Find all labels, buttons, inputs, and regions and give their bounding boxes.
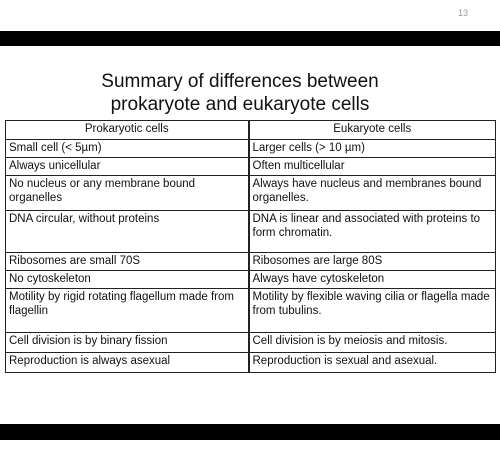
table-row bbox=[6, 176, 496, 211]
table-row bbox=[6, 140, 496, 158]
prokaryote-cell: DNA circular, without proteins bbox=[6, 211, 249, 253]
eukaryote-cell: Larger cells (> 10 µm) bbox=[249, 140, 496, 158]
header-prokaryotic: Prokaryotic cells bbox=[6, 121, 249, 140]
table-row bbox=[6, 253, 496, 271]
table-row bbox=[6, 271, 496, 289]
prokaryote-cell: Cell division is by binary fission bbox=[6, 333, 249, 353]
eukaryote-cell: Motility by flexible waving cilia or flagella made from tubulins. bbox=[249, 289, 496, 333]
table-header-row bbox=[6, 121, 496, 140]
table-row bbox=[6, 353, 496, 373]
table-row bbox=[6, 211, 496, 253]
eukaryote-cell: Cell division is by meiosis and mitosis. bbox=[249, 333, 496, 353]
eukaryote-cell: Ribosomes are large 80S bbox=[249, 253, 496, 271]
prokaryote-cell: Ribosomes are small 70S bbox=[6, 253, 249, 271]
eukaryote-cell: DNA is linear and associated with proteins to form chromatin. bbox=[249, 211, 496, 253]
bottom-black-band bbox=[0, 424, 500, 440]
table-row bbox=[6, 289, 496, 333]
top-black-band bbox=[0, 31, 500, 46]
prokaryote-cell: Motility by rigid rotating flagellum made from flagellin bbox=[6, 289, 249, 333]
prokaryote-cell: No cytoskeleton bbox=[6, 271, 249, 289]
table-row bbox=[6, 158, 496, 176]
prokaryote-cell: No nucleus or any membrane bound organelles bbox=[6, 176, 249, 211]
slide-title-line-2: prokaryote and eukaryote cells bbox=[110, 94, 370, 115]
prokaryote-cell: Small cell (< 5µm) bbox=[6, 140, 249, 158]
eukaryote-cell: Always have cytoskeleton bbox=[249, 271, 496, 289]
header-eukaryote: Eukaryote cells bbox=[249, 121, 496, 140]
slide-title-line-1: Summary of differences between bbox=[101, 71, 379, 92]
comparison-table bbox=[5, 120, 496, 373]
eukaryote-cell: Always have nucleus and membranes bound organelles. bbox=[249, 176, 496, 211]
eukaryote-cell: Reproduction is sexual and asexual. bbox=[249, 353, 496, 373]
eukaryote-cell: Often multicellular bbox=[249, 158, 496, 176]
prokaryote-cell: Reproduction is always asexual bbox=[6, 353, 249, 373]
table-row bbox=[6, 333, 496, 353]
page-number: 13 bbox=[457, 8, 468, 18]
slide-title bbox=[0, 70, 480, 116]
prokaryote-cell: Always unicellular bbox=[6, 158, 249, 176]
